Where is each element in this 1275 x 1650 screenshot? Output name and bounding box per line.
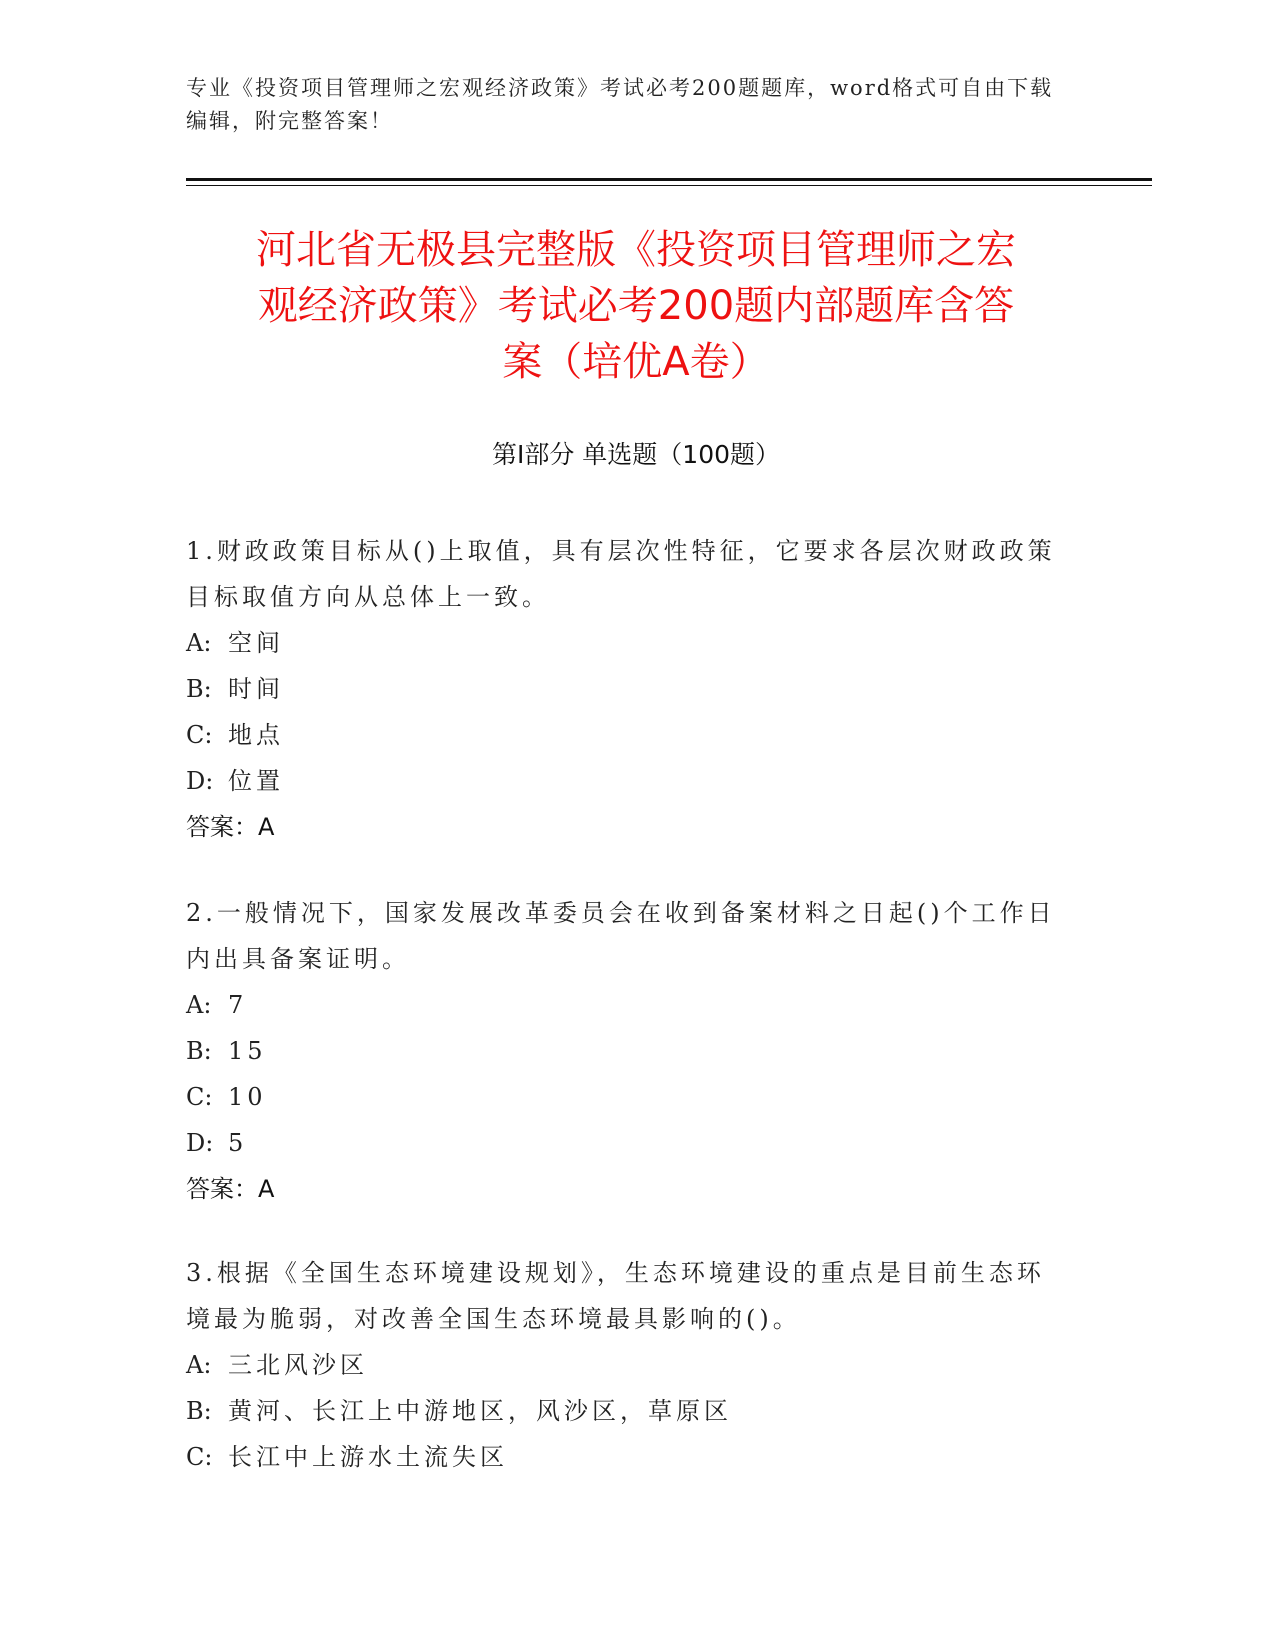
- option-key: D:: [186, 1129, 214, 1157]
- option-text: 地点: [228, 721, 284, 749]
- answer-line: 答案：A: [186, 813, 275, 841]
- option-b: [186, 1028, 1066, 1074]
- option-key: A:: [186, 1351, 212, 1379]
- document-title-line: 河北省无极县完整版《投资项目管理师之宏: [256, 227, 1016, 273]
- option-text: 15: [228, 1037, 267, 1065]
- option-b: [186, 666, 1066, 712]
- option-key: C:: [186, 1083, 213, 1111]
- option-key: D:: [186, 767, 214, 795]
- option-text: 位置: [228, 767, 284, 795]
- option-key: A:: [186, 991, 212, 1019]
- question-stem: 3.根据《全国生态环境建设规划》，生态环境建设的重点是目前生态环境最为脆弱，对改善全国生态环境最具影响的()。: [186, 1259, 1045, 1333]
- option-c: [186, 1074, 1066, 1120]
- option-text: 三北风沙区: [228, 1351, 368, 1379]
- header-divider-thick: [186, 178, 1152, 181]
- option-c: [186, 1434, 1066, 1480]
- option-key: B:: [186, 1037, 212, 1065]
- question-1: [186, 528, 1066, 850]
- question-stem: 1.财政政策目标从()上取值，具有层次性特征，它要求各层次财政政策目标取值方向从总体上一致。: [186, 537, 1056, 611]
- option-key: C:: [186, 721, 213, 749]
- option-c: [186, 712, 1066, 758]
- option-text: 5: [228, 1129, 248, 1157]
- document-title-line: 观经济政策》考试必考200题内部题库含答: [257, 283, 1015, 329]
- option-a: [186, 982, 1066, 1028]
- option-d: [186, 758, 1066, 804]
- option-text: 长江中上游水土流失区: [228, 1443, 508, 1471]
- section-title: 第I部分 单选题（100题）: [491, 440, 781, 469]
- option-text: 时间: [228, 675, 284, 703]
- option-text: 空间: [228, 629, 284, 657]
- question-stem: 2.一般情况下，国家发展改革委员会在收到备案材料之日起()个工作日内出具备案证明。: [186, 899, 1056, 973]
- option-text: 10: [228, 1083, 267, 1111]
- option-text: 7: [228, 991, 248, 1019]
- option-key: A:: [186, 629, 212, 657]
- option-key: B:: [186, 1397, 212, 1425]
- question-3: [186, 1250, 1066, 1480]
- document-title-line: 案（培优A卷）: [502, 339, 770, 385]
- answer-line: 答案：A: [186, 1175, 275, 1203]
- option-a: [186, 1342, 1066, 1388]
- option-a: [186, 620, 1066, 666]
- option-d: [186, 1120, 1066, 1166]
- question-2: [186, 890, 1066, 1212]
- header-note: 专业《投资项目管理师之宏观经济政策》考试必考200题题库，word格式可自由下载编辑，附完整答案！: [186, 76, 1054, 133]
- header-divider-thin: [186, 185, 1152, 186]
- option-key: B:: [186, 675, 212, 703]
- option-key: C:: [186, 1443, 213, 1471]
- document-title: [186, 222, 1086, 390]
- option-b: [186, 1388, 1066, 1434]
- option-text: 黄河、长江上中游地区，风沙区，草原区: [228, 1397, 732, 1425]
